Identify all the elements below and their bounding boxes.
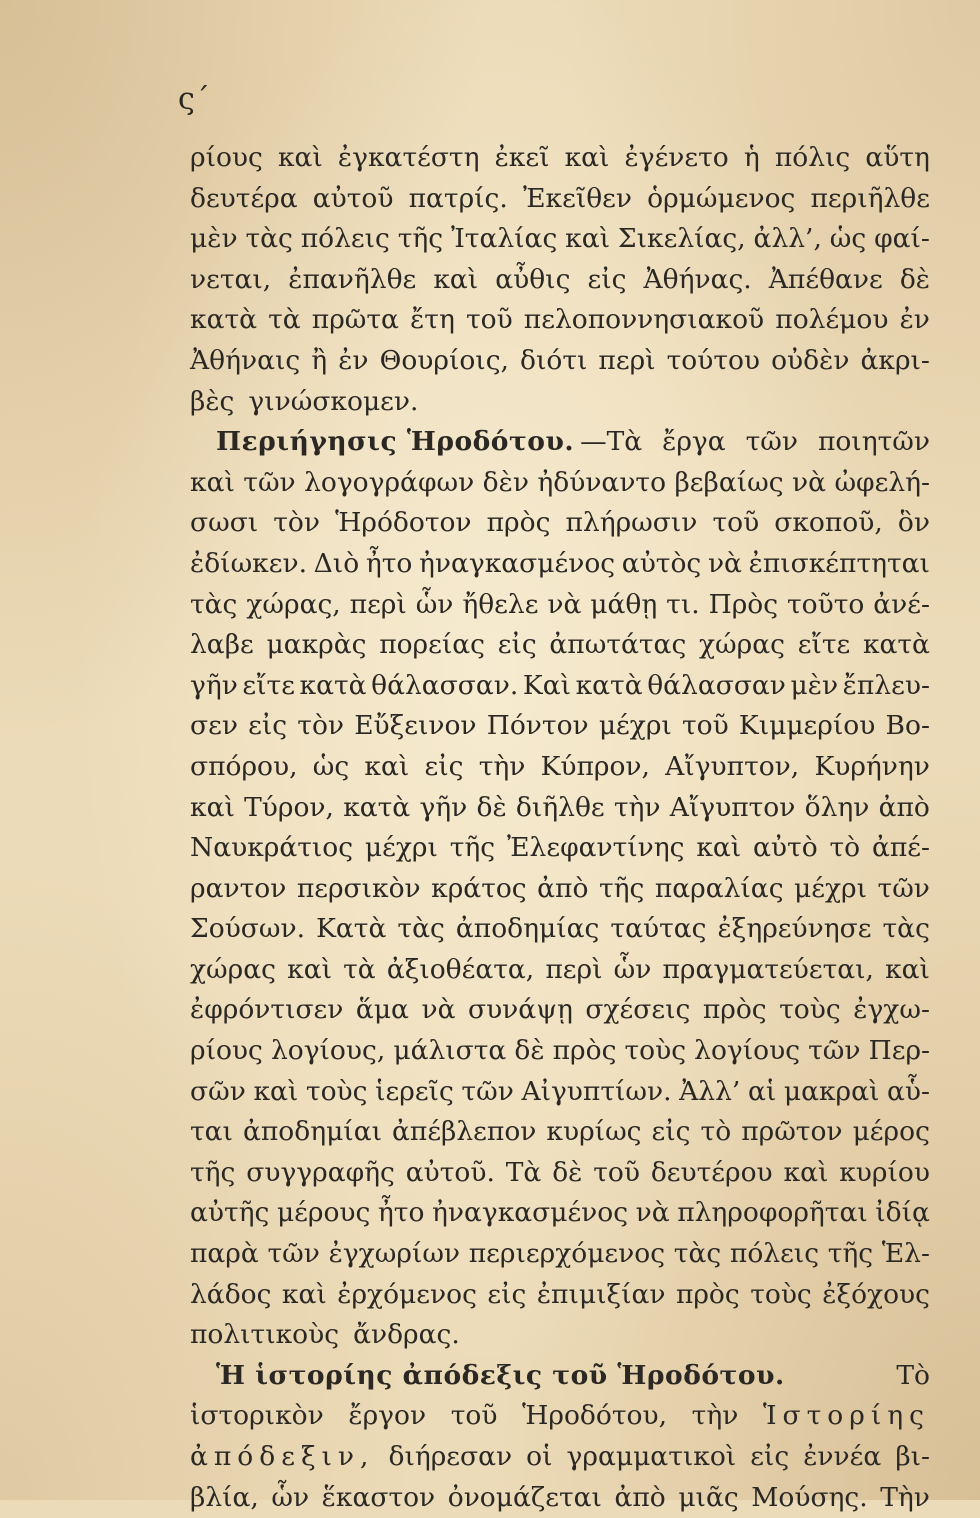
- word: αὐτὸ: [753, 832, 818, 864]
- word: —Τὰ: [580, 426, 643, 458]
- word: θάλασσαν.: [371, 669, 519, 701]
- word: τῶν: [745, 426, 798, 458]
- word: τῶν: [243, 466, 296, 498]
- text-line: [190, 341, 930, 382]
- word: πληροφορῆται: [677, 1197, 868, 1229]
- word: Σούσων.: [190, 913, 306, 945]
- text-line: [190, 585, 930, 626]
- word: ἔπλευ-: [842, 669, 930, 701]
- word: ἦτο: [365, 547, 413, 579]
- text-line: [190, 909, 930, 950]
- word: τὴν: [691, 1400, 739, 1432]
- word: τῶν: [877, 872, 930, 904]
- word: τῆς: [190, 1156, 236, 1188]
- word: χώρας,: [246, 588, 341, 620]
- word: περσικὸν: [296, 872, 421, 904]
- word: πραγματεύεται,: [662, 953, 874, 985]
- word: τὰς: [190, 588, 238, 620]
- word: ἐγχωρίων: [328, 1238, 461, 1270]
- word: Θουρίοις,: [379, 344, 509, 376]
- word: χώρας: [699, 629, 785, 661]
- word: χώρας: [190, 953, 276, 985]
- word: ἀνέ-: [873, 588, 930, 620]
- word: γῆν: [190, 669, 238, 701]
- word: Πρὸς: [708, 588, 779, 620]
- word: ὡς: [312, 750, 350, 782]
- word: ἐν: [338, 344, 369, 376]
- word: αὐτοῦ.: [405, 1156, 495, 1188]
- word: ἔργον: [348, 1400, 427, 1432]
- word: τοὺς: [624, 1035, 687, 1067]
- text-line: [190, 706, 930, 747]
- word: τοὺς: [750, 1278, 812, 1310]
- text-line: [190, 219, 930, 260]
- word: πόλεις: [729, 1238, 820, 1270]
- word: ἡ: [743, 142, 760, 173]
- word: δευτέρου: [650, 1156, 773, 1188]
- text-line: [190, 1275, 930, 1316]
- word: ἀπὸ: [878, 791, 930, 823]
- word: λογογράφων: [304, 466, 475, 498]
- word: διήρεσαν: [388, 1441, 513, 1472]
- word: Πόντον: [486, 710, 589, 742]
- word: Περ-: [868, 1035, 930, 1067]
- word: καὶ: [783, 1156, 829, 1188]
- word: μέχρι: [794, 872, 868, 904]
- text-line: [190, 1315, 930, 1356]
- text-line: [190, 1437, 930, 1478]
- word: Βο-: [885, 710, 930, 742]
- word: βὲς: [190, 385, 235, 417]
- word: σκοποῦ,: [774, 507, 883, 539]
- word: αὐτοῦ: [312, 182, 394, 214]
- word: κατὰ: [862, 629, 930, 661]
- word: πολέμου: [775, 304, 889, 336]
- word: Τὸ: [896, 1359, 930, 1391]
- word: τὸν: [297, 710, 345, 742]
- text-line: [190, 1112, 930, 1153]
- word: ἀπωτάτας: [549, 629, 687, 661]
- word: κατὰ: [299, 669, 367, 701]
- word: ἀπόδεξιν,: [190, 1441, 375, 1472]
- text-line: [190, 503, 930, 544]
- word: ἐκεῖ: [494, 142, 550, 173]
- word: πορείας: [379, 629, 485, 661]
- word: ἐννέα: [803, 1441, 882, 1472]
- word: διῆλθε: [515, 791, 605, 823]
- word: δὲ: [899, 263, 930, 295]
- word: ὠφελή-: [834, 466, 930, 498]
- word: κατὰ: [343, 791, 411, 823]
- word: εἰς: [497, 629, 537, 661]
- word: τοῦ: [465, 304, 513, 336]
- word: Διὸ: [313, 547, 360, 579]
- word: μέρους: [276, 1197, 371, 1229]
- word: βι-: [895, 1441, 930, 1472]
- word: καὶ: [364, 750, 410, 782]
- word: Τὰ: [505, 1156, 542, 1188]
- word: κατὰ: [190, 304, 258, 336]
- word: τῶν: [267, 1238, 320, 1270]
- word: αὐτῆς: [190, 1197, 270, 1229]
- word: πρὸς: [486, 507, 551, 539]
- word: εἰς: [424, 750, 464, 782]
- word: λαβε: [190, 629, 254, 661]
- word: καὶ: [190, 466, 235, 498]
- word: ὧν: [271, 1481, 310, 1513]
- word: βεβαίως: [674, 466, 784, 498]
- word: Ἀπέθανε: [768, 263, 883, 295]
- word: ρίους: [190, 142, 263, 173]
- word: μὲν: [190, 223, 238, 255]
- word: πόλις: [774, 142, 851, 173]
- word: βλία,: [190, 1481, 259, 1513]
- word: κράτος: [431, 872, 527, 904]
- word: τοῦ: [682, 710, 729, 742]
- text-line: [190, 747, 930, 788]
- word: σωσι: [190, 507, 259, 539]
- word: Ἀθήναις: [190, 344, 301, 376]
- word: τούτου: [666, 344, 761, 376]
- word: τὰς: [245, 223, 293, 255]
- word: περὶ: [598, 344, 656, 376]
- word: ἐγκατέστη: [337, 142, 480, 173]
- word: πρῶτον: [741, 1116, 843, 1148]
- word: ἢ: [311, 344, 328, 376]
- text-line: [190, 1193, 930, 1234]
- word: τὴν: [613, 791, 661, 823]
- word: Ἀθήνας.: [643, 263, 752, 295]
- word: πόλεις: [300, 223, 390, 255]
- word: ἠναγκασμένος: [431, 1197, 629, 1229]
- word: ραντον: [190, 872, 287, 904]
- word: συνάψῃ: [467, 994, 573, 1026]
- text-line: [190, 1072, 930, 1113]
- word: οἱ: [526, 1441, 553, 1472]
- word: Κύπρον,: [540, 750, 650, 782]
- word: αἱ: [747, 1075, 777, 1107]
- word: τῶν: [808, 1035, 861, 1067]
- word: φαί-: [874, 223, 930, 255]
- word: μὲν: [790, 669, 839, 701]
- word: ἀπέβλεπον: [392, 1116, 537, 1148]
- word: Ἀλλ’: [679, 1075, 741, 1107]
- word: ὁρμώμενος: [647, 182, 796, 214]
- word: τοὺς: [305, 1075, 368, 1107]
- word: καὶ: [277, 142, 323, 173]
- word: καὶ: [564, 142, 610, 173]
- word: Κιμμερίου: [738, 710, 876, 742]
- word: τοῦ: [450, 1400, 498, 1432]
- word: δὲν: [482, 466, 529, 498]
- word: τοῦ: [712, 507, 760, 539]
- word: Κυρήνην: [814, 750, 930, 782]
- word: μιᾶς: [678, 1481, 739, 1513]
- text-line: [190, 950, 930, 991]
- word: πελοποννησιακοῦ: [523, 304, 765, 336]
- word: ἦτο: [377, 1197, 425, 1229]
- word: μέρος: [852, 1116, 930, 1148]
- word: ἀποδημίαι: [242, 1116, 382, 1148]
- word: λάδος: [190, 1278, 272, 1310]
- word: ἠναγκασμένος: [419, 547, 616, 579]
- word: εἰς: [587, 263, 627, 295]
- word: καὶ: [696, 832, 742, 864]
- word: εἴτε: [242, 669, 295, 701]
- word: τὸ: [700, 1116, 732, 1148]
- word: δευτέρα: [190, 182, 298, 214]
- text-line: [190, 382, 930, 423]
- heading-continuation: [580, 422, 930, 463]
- word: ἅμα: [355, 994, 409, 1026]
- word: νὰ: [547, 588, 582, 620]
- word: ἐξόχους: [822, 1278, 930, 1310]
- text-line: [190, 1396, 930, 1437]
- word: ὧν: [415, 588, 454, 620]
- word: εἴτε: [797, 629, 851, 661]
- page-number: ς´: [178, 82, 210, 117]
- word: τὰς: [673, 1238, 722, 1270]
- text-line: [190, 869, 930, 910]
- word: ἐφρόντισεν: [190, 994, 344, 1026]
- word: ὧν: [613, 953, 652, 985]
- word: ἤθελε: [462, 588, 539, 620]
- word: νὰ: [421, 994, 456, 1026]
- word: τοῦ: [593, 1156, 640, 1188]
- word: μακραὶ: [783, 1075, 880, 1107]
- word: εἰς: [487, 1278, 527, 1310]
- word: τοὺς: [779, 994, 841, 1026]
- text-line: [190, 260, 930, 301]
- text-line: [190, 666, 930, 707]
- word: τι.: [666, 588, 700, 620]
- word: ἀξιοθέατα,: [386, 953, 535, 985]
- word: καὶ: [253, 1075, 299, 1107]
- word: τὰ: [268, 304, 301, 336]
- text-line: [190, 1153, 930, 1194]
- word: ἀλλ’,: [753, 223, 822, 255]
- word: ρίους: [190, 1035, 263, 1067]
- word: καὶ: [885, 953, 930, 985]
- word: τῆς: [397, 223, 444, 255]
- text-line: [190, 1234, 930, 1275]
- heading-continuation: [791, 1356, 930, 1397]
- word: τὸ: [829, 832, 861, 864]
- word: θάλασσαν: [647, 669, 786, 701]
- word: πολιτικοὺς: [190, 1319, 340, 1351]
- word: κυρίως: [546, 1116, 642, 1148]
- word: εἰς: [750, 1441, 790, 1472]
- word: καὶ: [433, 263, 479, 295]
- word: σχέσεις: [585, 994, 691, 1026]
- word: πρὸς: [552, 1035, 617, 1067]
- word: συγγραφῆς: [246, 1156, 395, 1188]
- word: τῶν: [461, 1075, 514, 1107]
- word: πρὸς: [675, 1278, 740, 1310]
- word: τοῦτο: [787, 588, 865, 620]
- text-line: [190, 463, 930, 504]
- word: λογίους,: [270, 1035, 386, 1067]
- word: τὰ: [343, 953, 376, 985]
- word: πρῶτα: [311, 304, 399, 336]
- text-line: [190, 544, 930, 585]
- word: γῆν: [419, 791, 468, 823]
- word: ὀνομάζεται: [447, 1481, 602, 1513]
- word: τῆς: [598, 872, 645, 904]
- word: δὲ: [514, 1035, 545, 1067]
- word: Αἴγυπτον,: [665, 750, 800, 782]
- section-heading-line: [190, 422, 930, 463]
- word: γινώσκομεν.: [248, 385, 419, 417]
- word: καὶ: [190, 791, 235, 823]
- word: εἰς: [651, 1116, 691, 1148]
- word: ἐν: [899, 304, 930, 336]
- word: ἀπέ-: [871, 832, 930, 864]
- word: περὶ: [349, 588, 407, 620]
- text-line: [190, 300, 930, 341]
- word: ἕκαστον: [321, 1481, 436, 1513]
- word: Ἱστορίης: [762, 1400, 930, 1432]
- word: νεται,: [190, 263, 272, 295]
- word: Καὶ: [522, 669, 571, 701]
- text-line: [190, 625, 930, 666]
- word: Τύρον,: [244, 791, 334, 823]
- page-body: [190, 138, 930, 1518]
- word: ἰδίᾳ: [875, 1197, 930, 1229]
- word: ἄνδρας.: [353, 1319, 460, 1351]
- word: Εὔξεινον: [354, 710, 477, 742]
- word: αὖθις: [495, 263, 571, 295]
- word: ταύτας: [610, 913, 707, 945]
- word: καὶ: [287, 953, 332, 985]
- word: λογίους: [694, 1035, 801, 1067]
- word: κυρίου: [839, 1156, 930, 1188]
- word: ἐδίωκεν.: [190, 547, 307, 579]
- word: ται: [190, 1116, 233, 1148]
- word: πλήρωσιν: [565, 507, 698, 539]
- word: ἠδύναντο: [537, 466, 667, 498]
- word: Ἑλ-: [881, 1238, 930, 1270]
- word: ἔτη: [410, 304, 455, 336]
- word: μέχρι: [364, 832, 438, 864]
- word: ἐπιμιξίαν: [536, 1278, 666, 1310]
- word: ὡς: [829, 223, 867, 255]
- word: ὅλην: [804, 791, 870, 823]
- word: ἀποδημίας: [455, 913, 600, 945]
- word: νὰ: [707, 547, 742, 579]
- word: σῶν: [190, 1075, 246, 1107]
- word: παραλίας: [654, 872, 784, 904]
- word: αὐτὸς: [621, 547, 702, 579]
- word: αὕτη: [865, 142, 930, 173]
- word: δὲ: [552, 1156, 583, 1188]
- word: νὰ: [792, 466, 827, 498]
- word: δὲ: [476, 791, 507, 823]
- word: ποιητῶν: [817, 426, 930, 458]
- word: παρὰ: [190, 1238, 259, 1270]
- word: τὰς: [397, 913, 445, 945]
- word: μάθῃ: [590, 588, 658, 620]
- section-heading: Περιήγησις Ἡροδότου.: [216, 426, 575, 458]
- word: αὗ-: [887, 1075, 930, 1107]
- word: Ναυκράτιος: [190, 832, 354, 864]
- word: Ἐλεφαντίνης: [506, 832, 685, 864]
- word: περιερχόμενος: [468, 1238, 666, 1270]
- word: ἐπισκέπτηται: [748, 547, 930, 579]
- word: τὸν: [273, 507, 320, 539]
- word: ἐγένετο: [624, 142, 729, 173]
- word: ἐρχόμενος: [337, 1278, 477, 1310]
- word: μάλιστα: [393, 1035, 507, 1067]
- word: τῆς: [449, 832, 496, 864]
- word: ἀπὸ: [614, 1481, 666, 1513]
- word: ὃν: [897, 507, 930, 539]
- text-line: [190, 1478, 930, 1518]
- word: ἀκρι-: [860, 344, 930, 376]
- word: νὰ: [635, 1197, 670, 1229]
- text-line: [190, 179, 930, 220]
- word: Τὴν: [880, 1481, 930, 1513]
- word: Ἰταλίας: [451, 223, 558, 255]
- word: Αἴγυπτον: [669, 791, 796, 823]
- word: κατὰ: [575, 669, 643, 701]
- word: ἀπὸ: [537, 872, 589, 904]
- word: ἐπανῆλθε: [288, 263, 417, 295]
- word: σεν: [190, 710, 238, 742]
- word: μακρὰς: [266, 629, 367, 661]
- word: Αἰγυπτίων.: [521, 1075, 672, 1107]
- word: τὰς: [882, 913, 930, 945]
- word: περὶ: [545, 953, 603, 985]
- word: Μούσης.: [751, 1481, 868, 1513]
- word: ἐξηρεύνησε: [717, 913, 872, 945]
- section-heading: Ἡ ἱστορίης ἀπόδεξις τοῦ Ἡροδότου.: [216, 1359, 785, 1391]
- text-line: [190, 990, 930, 1031]
- word: σπόρου,: [190, 750, 298, 782]
- word: Ἡροδότου,: [522, 1400, 667, 1432]
- word: ἱστορικὸν: [190, 1400, 324, 1432]
- word: καὶ: [281, 1278, 327, 1310]
- word: ἱερεῖς: [375, 1075, 454, 1107]
- word: περιῆλθε: [810, 182, 930, 214]
- section-heading-line: [190, 1356, 930, 1397]
- word: πρὸς: [702, 994, 767, 1026]
- word: εἰς: [248, 710, 288, 742]
- word: τῆς: [827, 1238, 874, 1270]
- text-line: [190, 828, 930, 869]
- word: Κατὰ: [316, 913, 387, 945]
- word: οὐδὲν: [771, 344, 850, 376]
- word: γραμματικοὶ: [566, 1441, 737, 1472]
- word: Ἡρόδοτον: [335, 507, 472, 539]
- text-line: [190, 138, 930, 179]
- word: ἔργα: [662, 426, 726, 458]
- word: πατρίς.: [408, 182, 508, 214]
- word: Σικελίας,: [617, 223, 746, 255]
- word: Ἐκεῖθεν: [522, 182, 633, 214]
- word: διότι: [520, 344, 588, 376]
- text-line: [190, 1031, 930, 1072]
- word: ἐγχω-: [853, 994, 930, 1026]
- text-line: [190, 788, 930, 829]
- word: μέχρι: [598, 710, 672, 742]
- word: τὴν: [478, 750, 526, 782]
- word: καὶ: [565, 223, 611, 255]
